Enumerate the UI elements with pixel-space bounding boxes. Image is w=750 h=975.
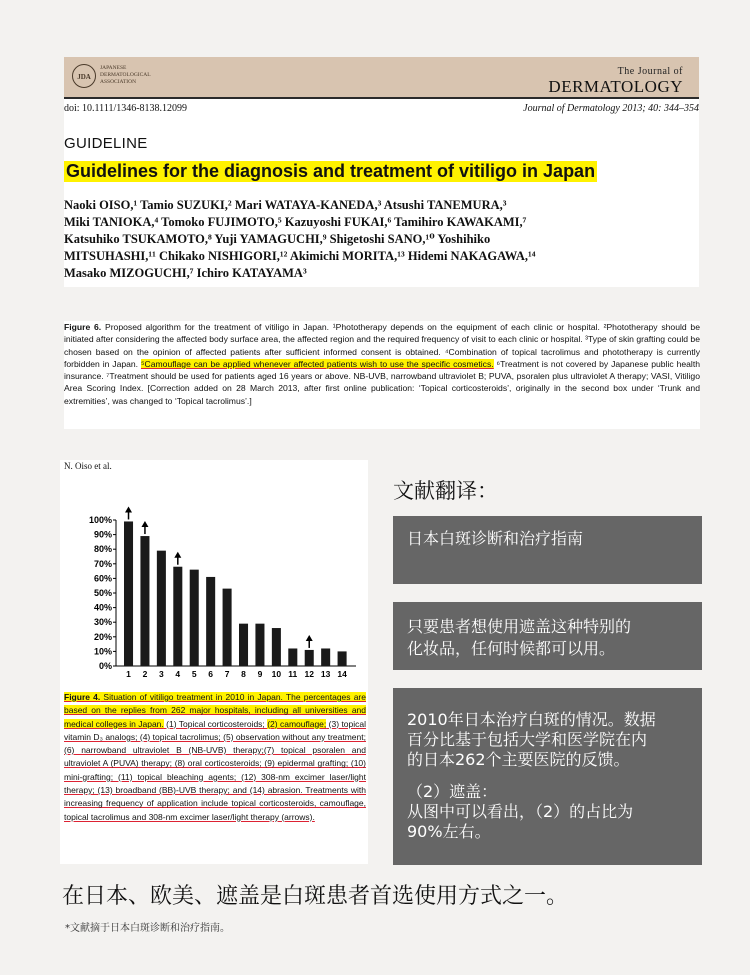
journal-header-panel (64, 57, 699, 287)
y-tick-label: 0% (98, 661, 112, 671)
bar (305, 650, 314, 666)
bar (140, 536, 149, 666)
journal-reference: Journal of Dermatology 2013; 40: 344–354 (523, 103, 699, 114)
bar (321, 648, 330, 666)
figure6-text: Proposed algorithm for the treatment of vitiligo in Japan. ¹Phototherapy depends on the equipment of each clinic or hospital. ²Phototherapy should be initiated after considering the affected body surface area, the affected region and the required frequency of visit to each clinic or hospital. ³Type of skin grafting could be chosen based on the opinion of affected patients after sufficient informed consent is obtained. ⁴Combination of topical tacrolimus and phototherapy is currently forbidden in Japan. (64, 322, 700, 369)
figure6-highlight: ⁵Camouflage can be applied whenever affected patients wish to use the specific cosmetics. (140, 358, 494, 369)
bar (190, 570, 199, 666)
y-tick-label: 30% (93, 617, 112, 628)
journal-title-small: The Journal of (617, 66, 683, 77)
figure4-caption (64, 691, 366, 824)
translation-text: （2）遮盖： (407, 782, 498, 801)
figure6-label: Figure 6. (64, 322, 102, 332)
doi-text: doi: 10.1111/1346-8138.12099 (64, 103, 188, 114)
x-tick-label: 5 (191, 669, 197, 679)
jda-logo: JDA (72, 64, 96, 88)
figure6-caption (64, 321, 700, 429)
translation-text: 日本白斑诊断和治疗指南 (407, 529, 584, 548)
translation-box-title (393, 516, 702, 584)
figure4-rest: (3) topical vitamin D₃ analogs; (4) topical tacrolimus; (5) observation without any treatment; (6) narrowband ultraviolet B (NB-UVB) therapy;(7) topical psoralen and ultraviolet A (PUVA) therapy; (8) oral corticosteroids; (9) epidermal grafting; (10) mini-grafting; (11) topical bleaching agents; (12) 308-nm excimer laser/light therapy; (13) broadband (BB)-UVB therapy; and (14) abrasion. Treatments with increasing frequency of application include topical corticosteroids, camouflage, topical tacrolimus and 308-nm excimer laser/light therapy (arrows). (64, 718, 367, 822)
y-tick-label: 100% (88, 515, 112, 525)
banner-divider (64, 97, 699, 99)
y-tick-label: 20% (93, 631, 112, 642)
x-tick-label: 8 (241, 669, 246, 679)
y-tick-label: 40% (93, 602, 112, 613)
x-tick-label: 10 (271, 669, 282, 679)
bar (173, 567, 182, 666)
bar (255, 624, 264, 666)
figure6-text-after: ⁶Treatment is not covered by Japanese public health insurance. ⁷Treatment should be used for patients aged 16 years or above. NB-UVB, narrowband ultraviolet B; PUVA, psoralen plus ultraviolet A therapy; VASI, Vitiligo Area Scoring Index. [Correction added on 28 March 2013, after first online publication: ‘Topical corticosteroids’, originally in the second box under ‘Trunk and extremities’, was changed to ‘Topical tacrolimus’.] (64, 358, 700, 406)
translation-text: 只要患者想使用遮盖这种特别的 (407, 617, 632, 636)
translation-text: 从图中可以看出，（2）的占比为 (407, 802, 634, 821)
x-tick-label: 6 (208, 669, 214, 679)
translation-box-camouflage (393, 602, 702, 670)
journal-banner (64, 57, 699, 97)
bar (124, 521, 133, 666)
trend-arrow-head (141, 521, 148, 527)
figure4-item1: (1) Topical corticosteroids; (163, 718, 268, 729)
bar (272, 628, 281, 666)
journal-title-big: DERMATOLOGY (548, 77, 683, 96)
x-tick-label: 9 (257, 669, 263, 679)
source-footnote: *文献摘于日本白斑诊断和治疗指南。 (65, 923, 230, 934)
figure4-panel (60, 460, 368, 864)
article-title: Guidelines for the diagnosis and treatment of vitiligo in Japan (66, 161, 596, 181)
y-tick-label: 70% (93, 558, 112, 569)
bar (223, 589, 232, 666)
x-tick-label: 3 (159, 669, 164, 679)
section-label: GUIDELINE (64, 135, 148, 152)
bar (157, 551, 166, 666)
x-tick-label: 12 (304, 669, 314, 679)
x-tick-label: 4 (175, 669, 181, 679)
author-line: Katsuhiko TSUKAMOTO,⁸ Yuji YAMAGUCHI,⁹ Shigetoshi SANO,¹⁰ Yoshihiko (64, 232, 491, 246)
author-line: Miki TANIOKA,⁴ Tomoko FUJIMOTO,⁵ Kazuyoshi FUKAI,⁶ Tamihiro KAWAKAMI,⁷ (64, 215, 527, 229)
y-tick-label: 60% (93, 573, 112, 584)
y-tick-label: 10% (93, 646, 112, 657)
summary-statement: 在日本、欧美、遮盖是白斑患者首选使用方式之一。 (62, 884, 569, 909)
translation-text: 90%左右。 (407, 822, 491, 841)
x-tick-label: 7 (224, 669, 230, 679)
x-tick-label: 11 (288, 669, 298, 679)
running-header: N. Oiso et al. (64, 461, 112, 471)
translation-box-figure4 (393, 688, 702, 865)
society-name: JAPANESE DERMATOLOGICAL ASSOCIATION (100, 65, 151, 85)
translation-text: 2010年日本治疗白斑的情况。数据 (407, 710, 656, 729)
author-line: MITSUHASHI,¹¹ Chikako NISHIGORI,¹² Akimichi MORITA,¹³ Hidemi NAKAGAWA,¹⁴ (64, 249, 536, 263)
bar (239, 624, 248, 666)
bar (206, 577, 215, 666)
y-tick-label: 50% (93, 588, 112, 598)
figure4-item2: (2) camouflage; (267, 718, 327, 729)
author-list (64, 197, 692, 282)
trend-arrow-head (174, 552, 181, 558)
translation-text: 百分比基于包括大学和医学院在内 (407, 730, 648, 749)
y-tick-label: 90% (93, 529, 112, 540)
figure4-label: Figure 4. (64, 692, 101, 702)
x-tick-label: 2 (142, 669, 148, 679)
bar (288, 648, 297, 666)
y-tick-label: 80% (93, 544, 112, 555)
translation-heading: 文献翻译： (393, 479, 498, 503)
author-line: Naoki OISO,¹ Tamio SUZUKI,² Mari WATAYA-KANEDA,³ Atsushi TANEMURA,³ (64, 198, 507, 212)
x-tick-label: 14 (337, 669, 347, 679)
translation-text: 化妆品，任何时候都可以用。 (407, 639, 616, 658)
trend-arrow-head (125, 506, 132, 512)
bar (338, 651, 347, 666)
figure4-highlight: Situation of vitiligo treatment in 2010 in Japan. The percentages are based on the replies from 262 major hospitals, including all universities and medical colleges in Japan. (64, 692, 366, 729)
author-line: Masako MIZOGUCHI,⁷ Ichiro KATAYAMA³ (64, 266, 307, 280)
x-tick-label: 1 (126, 669, 131, 679)
x-tick-label: 13 (320, 669, 331, 679)
figure4-bar-chart (60, 470, 368, 690)
trend-arrow-head (306, 635, 313, 641)
translation-text: 的日本262个主要医院的反馈。 (407, 750, 630, 769)
